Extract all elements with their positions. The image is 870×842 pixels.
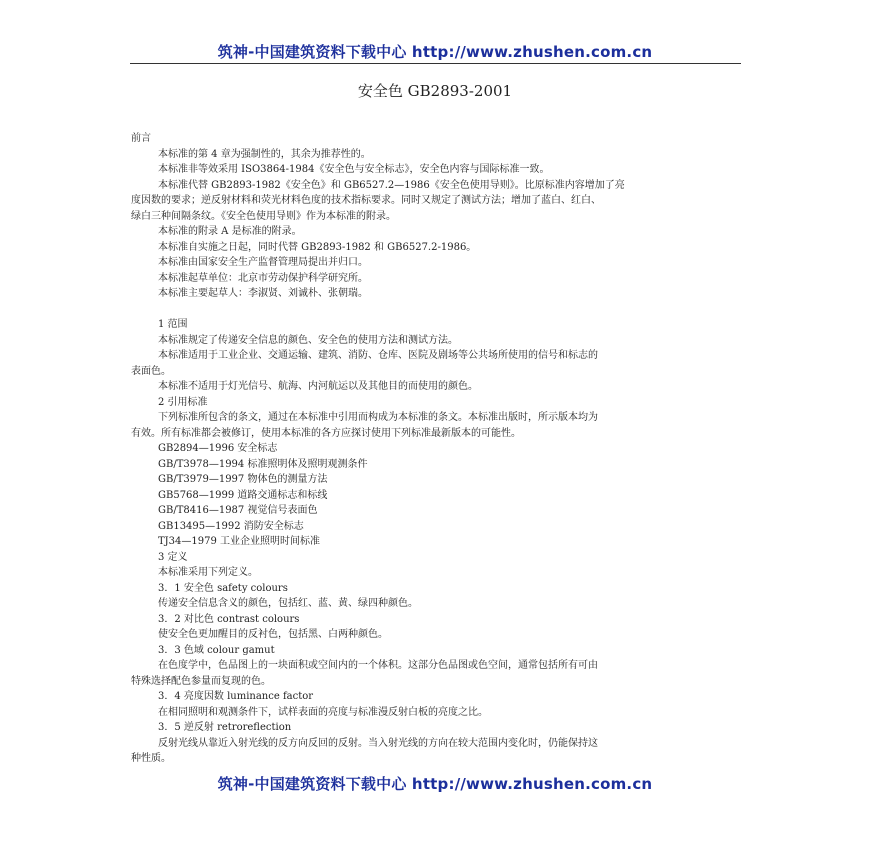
text-line: 在色度学中，色品图上的一块面积或空间内的一个体积。这部分色品图或色空间，通常包括所有可由 [158,660,598,671]
text-line: 本标准规定了传递安全信息的颜色、安全色的使用方法和测试方法。 [158,334,458,346]
text-line: 表面色。 [131,365,171,377]
header-rule [130,63,741,64]
text-line: 传递安全信息含义的颜色，包括红、蓝、黄、绿四种颜色。 [158,598,418,609]
text-line: 本标准主要起草人：李淑贤、刘诚朴、张朝瑞。 [158,288,368,299]
text-line: 前言 [131,133,151,144]
text-line: 在相同照明和观测条件下，试样表面的亮度与标准漫反射白板的亮度之比。 [158,706,488,718]
text-line: GB/T3979—1997 物体色的测量方法 [158,474,328,485]
text-line: 度因数的要求；逆反射材料和荧光材料色度的技术指标要求。同时又规定了测试方法；增加了蓝白、红白、 [131,195,601,206]
text-line: 本标准的第 4 章为强制性的，其余为推荐性的。 [158,148,371,160]
text-line: GB/T8416—1987 视觉信号表面色 [158,505,318,516]
text-line: 本标准不适用于灯光信号、航海、内河航运以及其他目的而使用的颜色。 [158,381,478,392]
text-line: 本标准的附录 A 是标准的附录。 [158,226,302,237]
text-line: 3．4 亮度因数 luminance factor [158,691,314,702]
site-banner-top: 筑神-中国建筑资料下载中心 http://www.zhushen.com.cn [217,43,653,61]
text-line: 反射光线从靠近入射光线的反方向反回的反射。当入射光线的方向在较大范围内变化时，仍能保持这 [158,737,598,749]
text-line: 绿白三种间隔条纹。《安全色使用导则》作为本标准的附录。 [131,210,396,222]
text-line: 2 引用标准 [158,396,208,408]
text-line: 种性质。 [131,753,171,764]
blank-line [131,302,741,318]
text-line: 本标准采用下列定义。 [158,567,258,578]
text-line: 3．3 色域 colour gamut [158,644,275,656]
text-line: 3 定义 [158,551,188,563]
site-banner-bottom: 筑神-中国建筑资料下载中心 http://www.zhushen.com.cn [217,775,653,793]
text-line: TJ34—1979 工业企业照明时间标准 [158,536,321,547]
document-title: 安全色 GB2893-2001 [357,82,513,100]
text-line: 本标准非等效采用 ISO3864-1984《安全色与安全标志》，安全色内容与国际标准一致。 [158,164,550,175]
text-line: GB2894—1996 安全标志 [158,443,278,454]
text-line: GB/T3978—1994 标准照明体及照明观测条件 [158,458,368,470]
text-line: 3．5 逆反射 retroreflection [158,722,292,733]
text-line: 本标准适用于工业企业、交通运输、建筑、消防、仓库、医院及剧场等公共场所使用的信号和标志的 [158,350,598,361]
text-line: 3．2 对比色 contrast colours [158,613,300,625]
text-line: 本标准由国家安全生产监督管理局提出并归口。 [158,257,368,268]
text-line: 有效。所有标准都会被修订，使用本标准的各方应探讨使用下列标准最新版本的可能性。 [131,427,521,439]
text-line: 本标准起草单位：北京市劳动保护科学研究所。 [158,272,368,284]
text-line: 本标准自实施之日起，同时代替 GB2893-1982 和 GB6527.2-1986。 [158,241,477,253]
text-line: 本标准代替 GB2893-1982《安全色》和 GB6527.2—1986《安全色使用导则》。比原标准内容增加了亮 [158,179,625,191]
text-line: 下列标准所包含的条文，通过在本标准中引用而构成为本标准的条文。本标准出版时，所示版本均为 [158,412,598,423]
text-line: 特殊选择配色参量而复现的色。 [131,675,271,687]
text-line: 1 范围 [158,319,188,330]
text-line: GB13495—1992 消防安全标志 [158,520,304,532]
text-line: 3．1 安全色 safety colours [158,582,288,594]
document-body [131,131,741,767]
text-line: 使安全色更加醒目的反衬色，包括黑、白两种颜色。 [158,629,388,640]
text-line: GB5768—1999 道路交通标志和标线 [158,489,328,501]
